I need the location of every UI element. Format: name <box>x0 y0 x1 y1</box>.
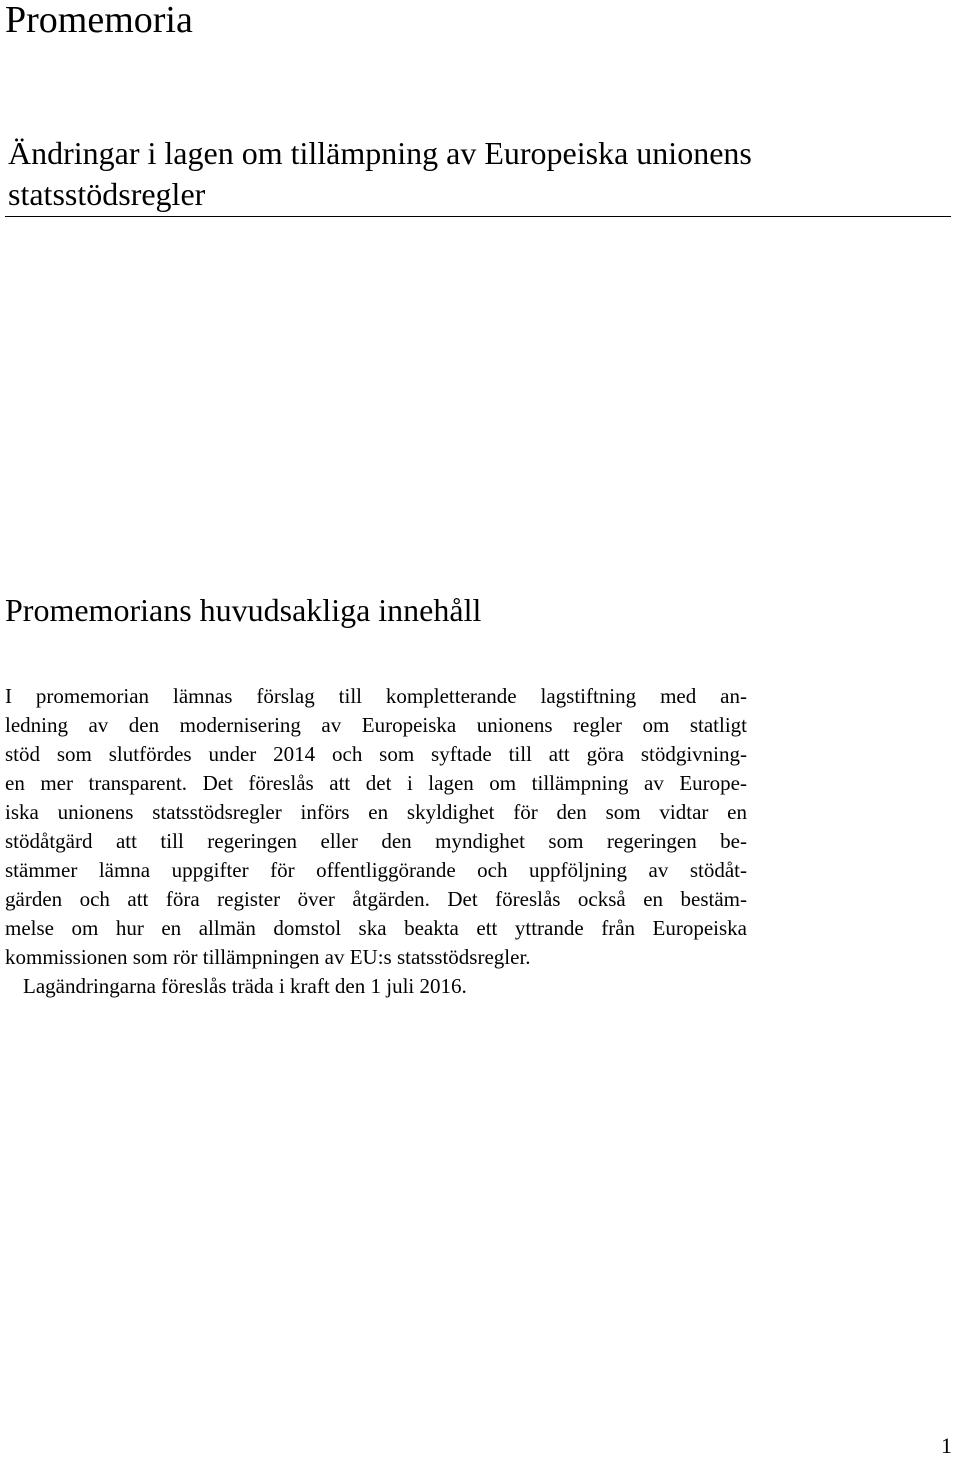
summary-line: I promemorian lämnas förslag till kompletterande lagstiftning med an- <box>5 684 747 708</box>
page-number: 1 <box>941 1433 952 1458</box>
summary-line: gärden och att föra register över åtgärden. Det föreslås också en bestäm- <box>5 887 747 911</box>
summary-line: stöd som slutfördes under 2014 och som syftade till att göra stödgivning- <box>5 742 747 766</box>
summary-paragraph <box>5 682 747 1001</box>
summary-line: Lagändringarna föreslås träda i kraft den 1 juli 2016. <box>23 974 467 998</box>
summary-line: melse om hur en allmän domstol ska beakta ett yttrande från Europeiska <box>5 916 747 940</box>
summary-line: ledning av den modernisering av Europeiska unionens regler om statligt <box>5 713 747 737</box>
summary-line: iska unionens statsstödsregler införs en skyldighet för den som vidtar en <box>5 800 747 824</box>
document-label: Promemoria <box>5 0 193 41</box>
document-title: Ändringar i lagen om tillämpning av Europeiska unionens statsstödsregler <box>8 135 752 212</box>
title-divider <box>5 216 951 217</box>
section-heading: Promemorians huvudsakliga innehåll <box>5 592 482 628</box>
summary-line: stämmer lämna uppgifter för offentliggörande och uppföljning av stödåt- <box>5 858 747 882</box>
summary-line: kommissionen som rör tillämpningen av EU:s statsstödsregler. <box>5 945 531 969</box>
summary-line: en mer transparent. Det föreslås att det i lagen om tillämpning av Europe- <box>5 771 747 795</box>
summary-line: stödåtgärd att till regeringen eller den myndighet som regeringen be- <box>5 829 747 853</box>
